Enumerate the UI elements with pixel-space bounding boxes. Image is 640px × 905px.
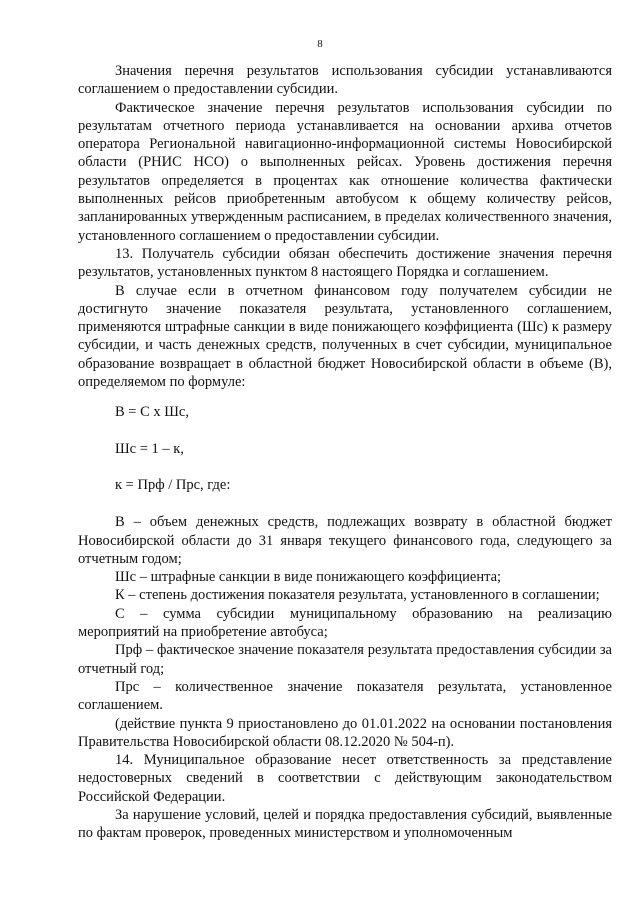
definition-v: В – объем денежных средств, подлежащих возврату в областной бюджет Новосибирской области до 31 января текущего финансового года, следующего за отчетным годом; xyxy=(78,514,612,567)
definition-s: С – сумма субсидии муниципальному образованию на реализацию мероприятий на приобретение автобуса; xyxy=(78,605,612,641)
paragraph-clause-14: 14. Муниципальное образование несет ответственность за представление недостоверных сведений в соответствии с действующим законодательством Российской Федерации. xyxy=(78,752,612,805)
definition-k: К – степень достижения показателя результата, установленного в соглашении; xyxy=(115,587,600,604)
paragraph-violations: За нарушение условий, целей и порядка предоставления субсидий, выявленные по фактам проверок, проведенных министерством и уполномоченным xyxy=(78,806,612,842)
paragraph-results-values: Значения перечня результатов использования субсидии устанавливаются соглашением о предоставлении субсидии. xyxy=(78,63,612,98)
formula-achievement-ratio: к = Прф / Прс, где: xyxy=(115,476,231,493)
formula-penalty-coefficient: Шс = 1 – к, xyxy=(115,440,184,457)
definition-prs: Прс – количественное значение показателя результата, установленное соглашением. xyxy=(78,678,612,714)
paragraph-penalty-case: В случае если в отчетном финансовом году получателем субсидии не достигнуто значение показателя результата, установленного соглашением, применяются штрафные санкции в виде понижающего коэффициента (Шс) к размеру субсидии, и часть денежных средств, полученных в счет субсидии, муниципальное образование возвращает в областной бюджет Новосибирской области в объеме (В), определяемом по формуле: xyxy=(78,282,612,391)
definition-shs: Шс – штрафные санкции в виде понижающего коэффициента; xyxy=(115,569,502,586)
paragraph-clause-13: 13. Получатель субсидии обязан обеспечить достижение значения перечня результатов, установленных пунктом 8 настоящего Порядка и соглашением. xyxy=(78,245,612,281)
definition-prf: Прф – фактическое значение показателя результата предоставления субсидии за отчетный год; xyxy=(78,642,612,677)
paragraph-actual-value: Фактическое значение перечня результатов использования субсидии по результатам отчетного периода устанавливается на основании архива отчетов оператора Региональной навигационно-информационной системы Новосибирской области (РНИС НСО) о выполненных рейсах. Уровень достижения перечня результатов определяется в процентах как отношение количества фактически выполненных рейсов приобретенным автобусом к общему количеству рейсов, запланированных утвержденным расписанием, в пределах количественного значения, установленного соглашением о предоставлении субсидии. xyxy=(78,99,612,244)
formula-refund-volume: В = С х Шс, xyxy=(115,404,189,421)
paragraph-suspension-note: (действие пункта 9 приостановлено до 01.01.2022 на основании постановления Правительства Новосибирской области 08.12.2020 № 504-п). xyxy=(78,715,612,750)
page-number: 8 xyxy=(317,38,323,50)
document-body xyxy=(78,62,612,843)
